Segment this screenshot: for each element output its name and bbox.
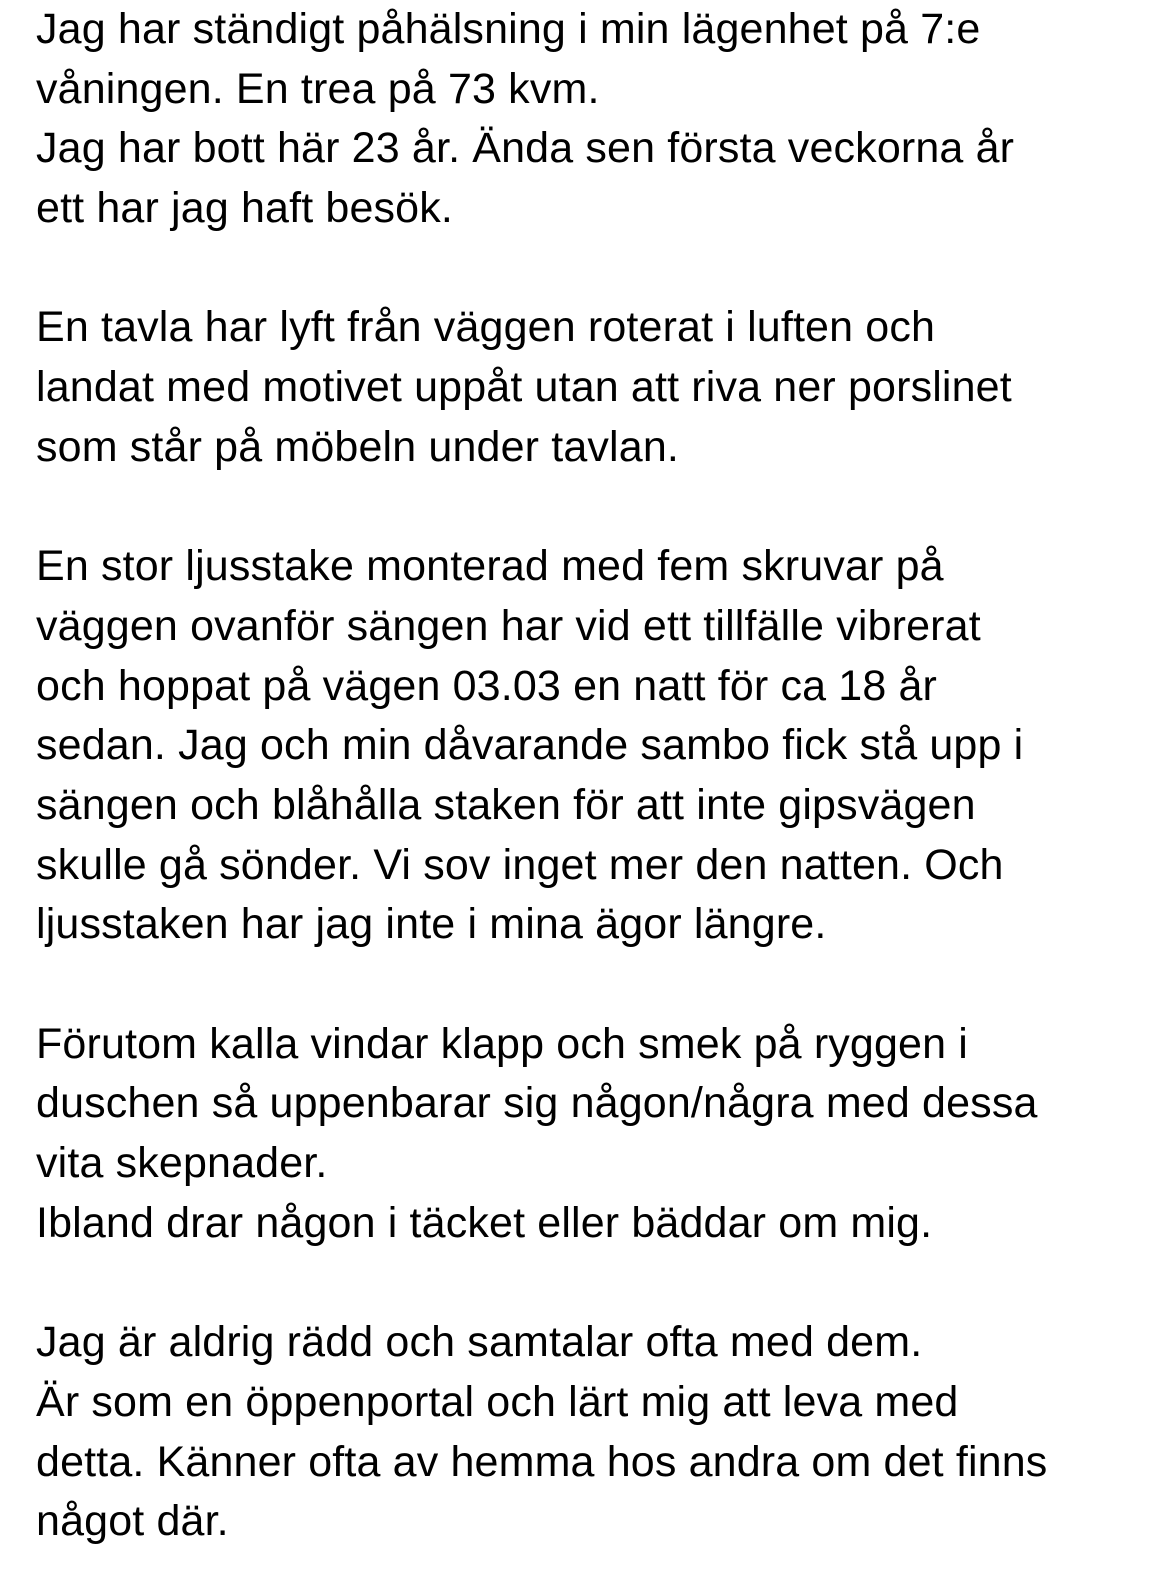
text-line: sedan. Jag och min dåvarande sambo fick stå upp i [36, 721, 1024, 770]
text-line: detta. Känner ofta av hemma hos andra om det finns [36, 1437, 1048, 1486]
paragraph-2 [36, 298, 1146, 477]
text-line: En stor ljusstake monterad med fem skruvar på [36, 542, 944, 591]
text-line: ett har jag haft besök. [36, 184, 453, 233]
paragraph-1 [36, 0, 1146, 239]
paragraph-gap [36, 239, 1146, 299]
paragraph-4 [36, 1015, 1146, 1254]
text-line: vita skepnader. [36, 1139, 328, 1188]
text-line: En tavla har lyft från väggen roterat i luften och [36, 303, 936, 352]
text-line: Jag har ständigt påhälsning i min lägenhet på 7:e [36, 5, 981, 53]
text-line: Förutom kalla vindar klapp och smek på ryggen i [36, 1019, 968, 1068]
text-line: väggen ovanför sängen har vid ett tillfälle vibrerat [36, 601, 981, 650]
paragraph-5 [36, 1313, 1146, 1552]
text-line: Jag är aldrig rädd och samtalar ofta med dem. [36, 1318, 923, 1367]
paragraph-gap [36, 955, 1146, 1015]
text-line: Jag har bott här 23 år. Ända sen första veckorna år [36, 124, 1015, 173]
text-line: sängen och blåhålla staken för att inte gipsvägen [36, 780, 976, 829]
text-line: Är som en öppenportal och lärt mig att leva med [36, 1377, 959, 1426]
paragraph-gap [36, 478, 1146, 538]
text-line: skulle gå sönder. Vi sov inget mer den natten. Och [36, 840, 1004, 889]
text-line: duschen så uppenbarar sig någon/några med dessa [36, 1079, 1038, 1128]
text-line: och hoppat på vägen 03.03 en natt för ca 18 år [36, 661, 938, 710]
paragraph-gap [36, 1253, 1146, 1313]
text-line: något där. [36, 1497, 229, 1546]
note-body [36, 0, 1146, 1552]
text-line: som står på möbeln under tavlan. [36, 422, 679, 471]
paragraph-3 [36, 537, 1146, 955]
text-line: Ibland drar någon i täcket eller bäddar om mig. [36, 1198, 933, 1247]
text-line: ljusstaken har jag inte i mina ägor längre. [36, 900, 827, 949]
text-line: våningen. En trea på 73 kvm. [36, 64, 600, 113]
text-line: landat med motivet uppåt utan att riva ner porslinet [36, 363, 1012, 412]
